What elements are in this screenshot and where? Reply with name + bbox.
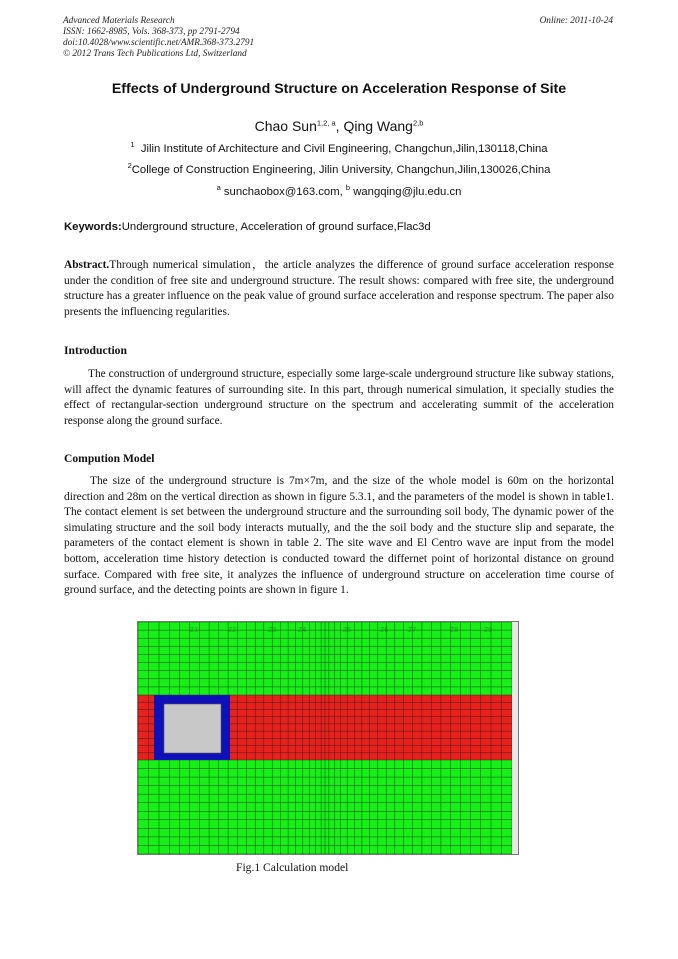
detecting-point-label: Z5 [343,627,352,634]
keywords-text: Underground structure, Acceleration of ground surface,Flac3d [121,221,431,233]
detecting-point-label: Z1 [190,627,199,634]
doi-line[interactable]: doi:10.4028/www.scientific.net/AMR.368-373.2791 [63,38,255,48]
email-line [0,183,678,198]
author-sup: 1,2, a [316,118,336,128]
journal-name: Advanced Materials Research [63,16,175,26]
figure-caption: Fig.1 Calculation model [236,861,349,874]
email-link[interactable]: sunchaobox@163.com, [223,186,343,198]
copyright-line: © 2012 Trans Tech Publications Ltd, Switzerland [63,49,247,59]
online-date: Online: 2011-10-24 [539,16,613,26]
detecting-point-label: Z6 [380,627,389,634]
detecting-point-label: Z3 [268,627,277,634]
detecting-point-label: Z7 [408,627,417,634]
affiliation-1 [0,140,678,155]
paper-title: Effects of Underground Structure on Acceleration Response of Site [111,81,567,97]
detecting-point-label: Z8 [450,627,459,634]
keywords [64,221,431,233]
email-link[interactable]: wangqing@jlu.edu.cn [353,186,462,198]
affiliation-text: College of Construction Engineering, Jilin University, Changchun,Jilin,130026,China [131,164,551,176]
keywords-label: Keywords: [64,221,122,233]
affiliation-text: Jilin Institute of Architecture and Civil Engineering, Changchun,Jilin,130118,China [140,143,548,155]
calculation-model-figure [137,621,519,855]
detecting-point-label: Z2 [228,627,237,634]
detecting-point-label: Z9 [484,627,493,634]
introduction-heading: Introduction [64,344,127,357]
journal-meta [63,16,254,60]
email-sup: a [216,183,221,193]
email-sup: b [345,183,351,193]
author-name: Chao Sun [254,118,317,134]
affiliation-sup: 2 [127,161,132,171]
detecting-point-label: Z4 [298,627,307,634]
abstract-label: Abstract. [64,259,110,271]
mesh-diagram [138,622,518,854]
figure-margin [512,622,518,854]
affiliation-2 [0,161,678,176]
author-line: Chao Sun$^{1,2, a}$, Qing Wang$^{2,b}$ [254,118,424,134]
issn-line: ISSN: 1662-8985, Vols. 368-373, pp 2791-2794 [63,27,240,37]
abstract-text: Through numerical simulation，the article analyzes the difference of ground surface acceleration response under the condition of free site and underground structure. The result shows: compared with free site, the underground structure has a greater influence on the peak value of ground surface acceleration and response spectrum. The paper also presents the influencing regularities. [64,259,614,318]
structure-cavity [164,704,221,753]
author-name: Qing Wang [343,118,413,134]
abstract [64,258,614,320]
author-sup: 2,b [412,118,424,128]
model-heading: Compution Model [64,452,155,465]
model-text: The size of the underground structure is 7m×7m, and the size of the whole model is 60m on the horizontal direction and 28m on the vertical direction as shown in figure 5.3.1, and the parameters of the model is shown in table1. The contact element is set between the underground structure and the surrounding soil body, The dynamic power of the simulating structure and the soil body interacts mutually, and the the soil body and the stucture slip and separate, the parameters of the contact element is shown in table 2. The site wave and El Centro wave are input from the model bottom, acceleration time history detection is conducted toward the differnet point of horizontal distance on ground surface. Compared with free site, it analyzes the influence of underground structure on acceleration time course of ground surface, and the detecting points are shown in figure 1. [64,475,614,597]
affiliation-sup: 1 [130,140,135,150]
introduction-text: The construction of underground structure, especially some large-scale underground structure like subway stations, will affect the dynamic features of surrounding site. In this part, through numerical simulation, it specially studies the effect of rectangular-section underground structure on the spectrum and accelerating summit of the acceleration response along the ground surface. [64,368,614,427]
